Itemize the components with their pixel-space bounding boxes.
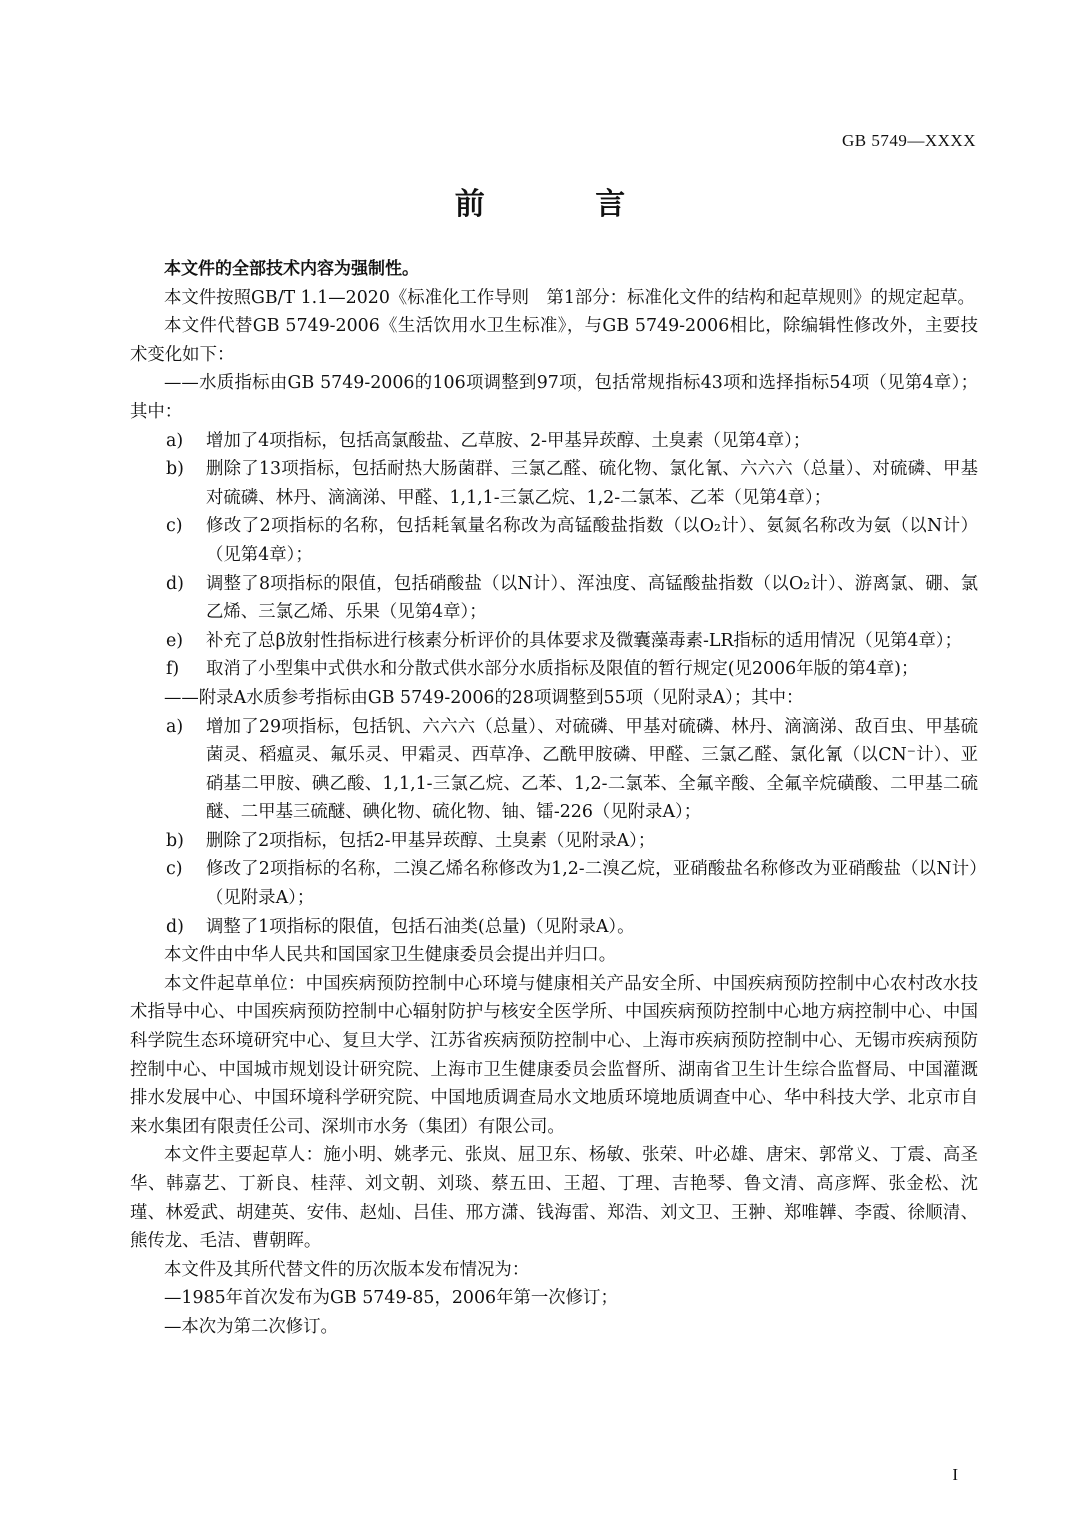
- document-body: [130, 255, 978, 1342]
- list-item-label: b): [166, 830, 184, 851]
- list-item: [130, 570, 978, 627]
- list-item: [130, 427, 978, 456]
- drafting-units-paragraph: 本文件起草单位：中国疾病预防控制中心环境与健康相关产品安全所、中国疾病预防控制中心农村改水技术指导中心、中国疾病预防控制中心辐射防护与核安全医学所、中国疾病预防控制中心地方病控制中心、中国科学院生态环境研究中心、复旦大学、江苏省疾病预防控制中心、上海市疾病预防控制中心、无锡市疾病预防控制中心、中国城市规划设计研究院、上海市卫生健康委员会监督所、湖南省卫生计生综合监督局、中国灌溉排水发展中心、中国环境科学研究院、中国地质调查局水文地质环境地质调查中心、华中科技大学、北京市自来水集团有限责任公司、深圳市水务（集团）有限公司。: [130, 973, 978, 1137]
- list-item: [130, 655, 978, 684]
- history-paragraph: 本文件及其所代替文件的历次版本发布情况为：: [164, 1259, 530, 1280]
- list-item-label: b): [166, 459, 184, 480]
- list-item-label: d): [166, 916, 184, 937]
- list-item: [130, 713, 978, 827]
- list-item-label: c): [166, 516, 183, 537]
- list-item-text: 补充了总β放射性指标进行核素分析评价的具体要求及微囊藻毒素-LR指标的适用情况（见第4章）；: [206, 630, 962, 651]
- list-item-text: 修改了2项指标的名称，二溴乙烯名称修改为1,2-二溴乙烷，亚硝酸盐名称修改为亚硝酸盐（以N计）（见附录A）；: [206, 859, 978, 909]
- list-item: [130, 455, 978, 512]
- change-summary-1: ——水质指标由GB 5749-2006的106项调整到97项，包括常规指标43项和选择指标54项（见第4章）；其中：: [130, 373, 978, 422]
- list-item-label: d): [166, 573, 184, 594]
- list-item-text: 调整了1项指标的限值，包括石油类(总量)（见附录A）。: [206, 916, 635, 937]
- list-item-text: 调整了8项指标的限值，包括硝酸盐（以N计）、浑浊度、高锰酸盐指数（以O₂计）、游离氯、硼、氯乙烯、三氯乙烯、乐果（见第4章）；: [206, 573, 978, 623]
- list-item-text: 增加了29项指标，包括钒、六六六（总量）、对硫磷、甲基对硫磷、林丹、滴滴涕、敌百虫、甲基硫菌灵、稻瘟灵、氟乐灵、甲霜灵、西草净、乙酰甲胺磷、甲醛、三氯乙醛、氯化氰（以CN⁻计）、亚硝基二甲胺、碘乙酸、1,1,1-三氯乙烷、乙苯、1,2-二氯苯、全氟辛酸、全氟辛烷磺酸、二甲基二硫醚、二甲基三硫醚、碘化物、硫化物、铀、镭-226（见附录A）；: [206, 716, 978, 823]
- change-list-2: [130, 713, 978, 942]
- list-item: [130, 827, 978, 856]
- history-item-2: —本次为第二次修订。: [164, 1316, 338, 1337]
- list-item: [130, 913, 978, 942]
- list-item: [130, 855, 978, 912]
- standard-code: GB 5749—XXXX: [842, 131, 976, 150]
- list-item-text: 删除了13项指标，包括耐热大肠菌群、三氯乙醛、硫化物、氯化氰、六六六（总量）、对硫磷、甲基对硫磷、林丹、滴滴涕、甲醛、1,1,1-三氯乙烷、1,2-二氯苯、乙苯（见第4章）；: [206, 459, 978, 508]
- list-item-text: 增加了4项指标，包括高氯酸盐、乙草胺、2-甲基异莰醇、土臭素（见第4章）；: [206, 430, 811, 451]
- history-item-1: —1985年首次发布为GB 5749-85，2006年第一次修订；: [164, 1288, 618, 1309]
- list-item-text: 删除了2项指标，包括2-甲基异莰醇、土臭素（见附录A）；: [206, 830, 656, 851]
- drafting-paragraph: 本文件按照GB/T 1.1—2020《标准化工作导则 第1部分：标准化文件的结构和起草规则》的规定起草。: [164, 287, 975, 308]
- mandatory-statement: 本文件的全部技术内容为强制性。: [164, 259, 419, 279]
- list-item-label: f): [166, 659, 180, 680]
- page-number: I: [952, 1465, 958, 1484]
- replacement-paragraph: 本文件代替GB 5749-2006《生活饮用水卫生标准》，与GB 5749-2006相比，除编辑性修改外，主要技术变化如下：: [130, 316, 978, 365]
- list-item-label: a): [166, 430, 184, 451]
- list-item: [130, 627, 978, 656]
- change-list-1: [130, 427, 978, 684]
- change-summary-2: ——附录A水质参考指标由GB 5749-2006的28项调整到55项（见附录A）；其中：: [164, 687, 804, 708]
- list-item-label: c): [166, 859, 183, 880]
- drafters-paragraph: 本文件主要起草人：施小明、姚孝元、张岚、屈卫东、杨敏、张荣、叶必雄、唐宋、郭常义、丁震、高圣华、韩嘉艺、丁新良、桂萍、刘文朝、刘琰、蔡五田、王超、丁理、吉艳琴、鲁文清、高彦辉、张金松、沈瑾、林爱武、胡建英、安伟、赵灿、吕佳、邢方潇、钱海雷、郑浩、刘文卫、王翀、郑唯韡、李霞、徐顺清、熊传龙、毛洁、曹朝晖。: [130, 1145, 978, 1252]
- page-title: 前 言: [454, 187, 676, 222]
- list-item-label: a): [166, 716, 184, 737]
- list-item-text: 取消了小型集中式供水和分散式供水部分水质指标及限值的暂行规定(见2006年版的第4章)；: [206, 659, 919, 680]
- list-item-label: e): [166, 630, 184, 651]
- list-item-text: 修改了2项指标的名称，包括耗氧量名称改为高锰酸盐指数（以O₂计）、氨氮名称改为氨（以N计）（见第4章）；: [206, 516, 978, 565]
- proposer-paragraph: 本文件由中华人民共和国国家卫生健康委员会提出并归口。: [164, 945, 617, 966]
- list-item: [130, 512, 978, 569]
